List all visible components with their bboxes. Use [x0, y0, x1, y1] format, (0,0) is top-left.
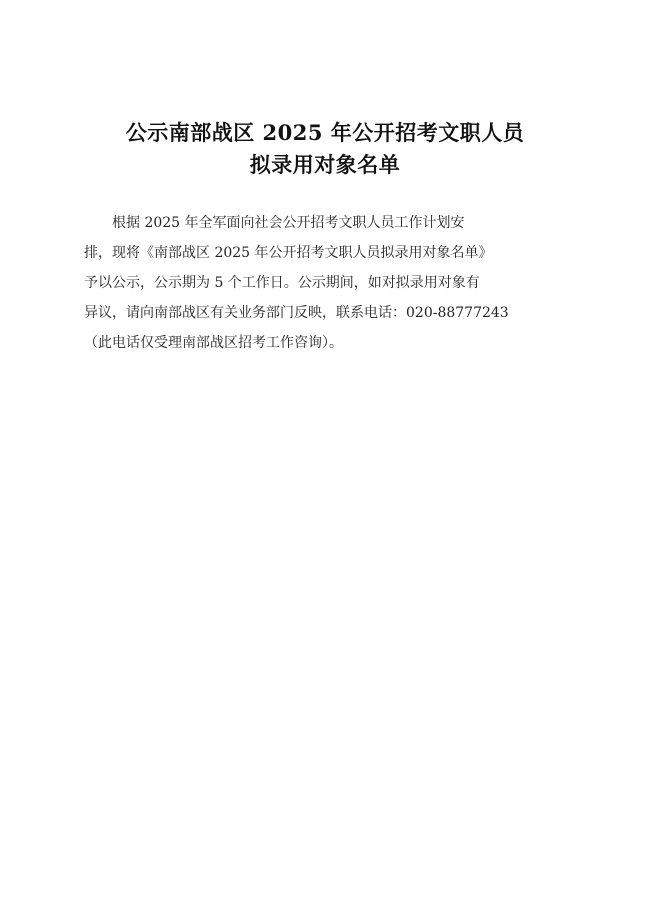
- document-title-line-2: 拟录用对象名单: [249, 152, 401, 177]
- body-paragraph-line-5: （此电话仅受理南部战区招考工作咨询）。: [84, 335, 343, 351]
- body-paragraph-line-2: 排，现将《南部战区 2025 年公开招考文职人员拟录用对象名单》: [84, 245, 493, 261]
- document-title-line-1: 公示南部战区 2025 年公开招考文职人员: [125, 120, 525, 145]
- body-paragraph-line-3: 予以公示，公示期为 5 个工作日。公示期间，如对拟录用对象有: [84, 275, 480, 291]
- body-paragraph-line-4: 异议，请向南部战区有关业务部门反映，联系电话：020-88777243: [84, 305, 509, 321]
- body-paragraph-line-1: 根据 2025 年全军面向社会公开招考文职人员工作计划安: [112, 215, 465, 231]
